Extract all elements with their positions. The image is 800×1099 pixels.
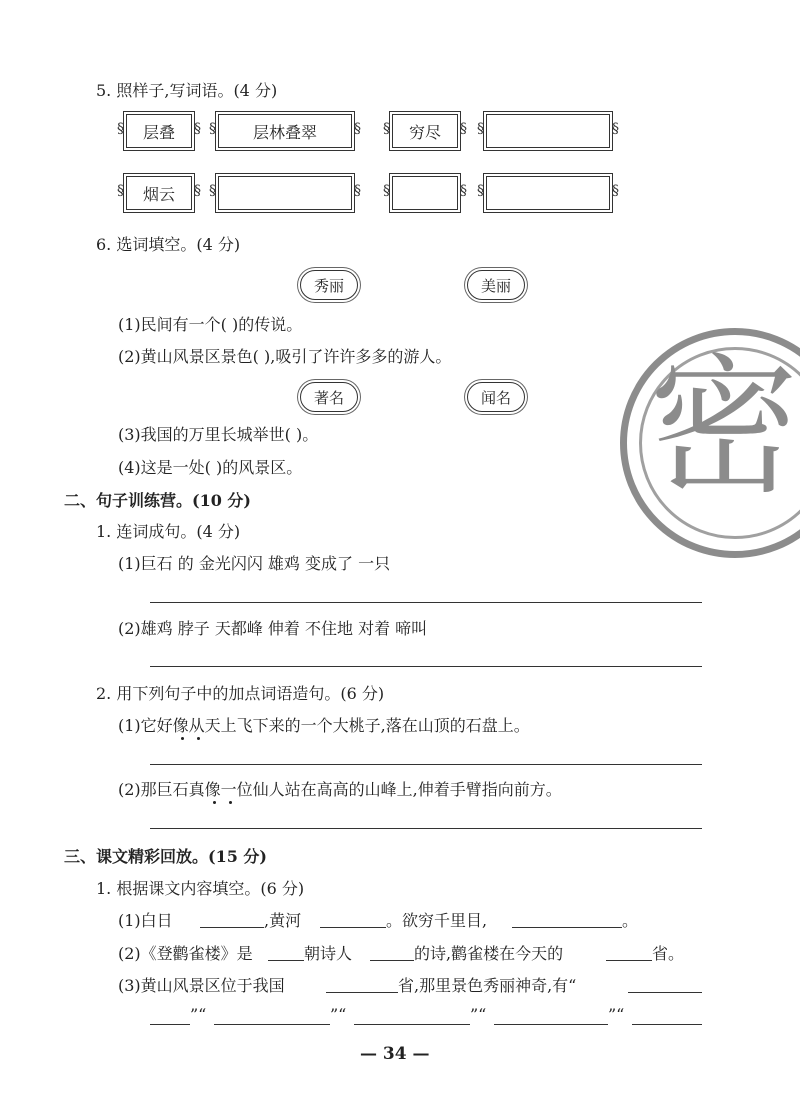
sec2-q1-title: 1. 连词成句。(4 分) <box>96 522 241 541</box>
section-3-title: 三、课文精彩回放。(15 分) <box>64 847 267 866</box>
q6-sentence: (1)民间有一个( )的传说。 <box>118 315 303 334</box>
answer-line[interactable] <box>150 828 702 829</box>
fill-text: ”“ <box>470 1005 487 1024</box>
fill-blank[interactable] <box>628 992 702 993</box>
word-box-blank[interactable] <box>486 114 610 148</box>
word-box-blank[interactable] <box>392 176 458 210</box>
word-box: § 层林叠翠 § <box>218 114 352 148</box>
fill-blank[interactable] <box>214 1024 330 1025</box>
q6-title: 6. 选词填空。(4 分) <box>96 235 241 254</box>
fill-text: (2)《登鹳雀楼》是 <box>118 944 253 963</box>
word-order-sentence: (2)雄鸡 脖子 天都峰 伸着 不住地 对着 啼叫 <box>118 619 428 638</box>
fill-text: ”“ <box>608 1005 625 1024</box>
fill-text: (1)白日 <box>118 911 173 930</box>
word-box: § 烟云 § <box>126 176 192 210</box>
q5-title: 5. 照样子,写词语。(4 分) <box>96 81 278 100</box>
fill-text: 省,那里景色秀丽神奇,有“ <box>398 976 577 995</box>
word-box: § 穷尽 § <box>392 114 458 148</box>
emphasis-dot <box>213 801 216 804</box>
section-2-title: 二、句子训练营。(10 分) <box>64 491 251 510</box>
answer-line[interactable] <box>150 666 702 667</box>
fill-blank[interactable] <box>320 927 386 928</box>
fill-blank[interactable] <box>512 927 622 928</box>
page-number: — 34 — <box>360 1044 430 1064</box>
q6-sentence: (4)这是一处( )的风景区。 <box>118 458 303 477</box>
fill-blank[interactable] <box>354 1024 470 1025</box>
word-box-blank[interactable] <box>486 176 610 210</box>
emphasis-dot <box>197 737 200 740</box>
emphasis-dot <box>229 801 232 804</box>
stamp-character: 密 <box>649 341 800 515</box>
fill-blank[interactable] <box>606 960 652 961</box>
fill-blank[interactable] <box>268 960 304 961</box>
fill-text: 。欲穷千里目, <box>386 911 488 930</box>
fill-blank[interactable] <box>370 960 414 961</box>
emphasis-dot <box>181 737 184 740</box>
fill-blank[interactable] <box>150 1024 190 1025</box>
secret-stamp <box>620 328 800 558</box>
answer-line[interactable] <box>150 602 702 603</box>
dotted-word-sentence: (1)它好像从天上飞下来的一个大桃子,落在山顶的石盘上。 <box>118 716 530 735</box>
fill-text: ”“ <box>330 1005 347 1024</box>
fill-blank[interactable] <box>200 927 264 928</box>
dotted-word-sentence: (2)那巨石真像一位仙人站在高高的山峰上,伸着手臂指向前方。 <box>118 780 562 799</box>
word-cloud: 著名 <box>300 382 358 412</box>
fill-text: ”“ <box>190 1005 207 1024</box>
fill-text: 朝诗人 <box>304 944 353 963</box>
word-cloud: 秀丽 <box>300 270 358 300</box>
q6-sentence: (2)黄山风景区景色( ),吸引了许许多多的游人。 <box>118 347 452 366</box>
fill-text: (3)黄山风景区位于我国 <box>118 976 285 995</box>
answer-line[interactable] <box>150 764 702 765</box>
q6-sentence: (3)我国的万里长城举世( )。 <box>118 425 319 444</box>
sec3-q1-title: 1. 根据课文内容填空。(6 分) <box>96 879 305 898</box>
word-box: § 层叠 § <box>126 114 192 148</box>
fill-blank[interactable] <box>632 1024 702 1025</box>
fill-text: 省。 <box>652 944 685 963</box>
fill-blank[interactable] <box>494 1024 608 1025</box>
word-order-sentence: (1)巨石 的 金光闪闪 雄鸡 变成了 一只 <box>118 554 391 573</box>
fill-text: 的诗,鹳雀楼在今天的 <box>414 944 564 963</box>
word-cloud: 美丽 <box>467 270 525 300</box>
word-cloud: 闻名 <box>467 382 525 412</box>
fill-text: ,黄河 <box>264 911 302 930</box>
sec2-q2-title: 2. 用下列句子中的加点词语造句。(6 分) <box>96 684 385 703</box>
fill-blank[interactable] <box>326 992 398 993</box>
word-box-blank[interactable] <box>218 176 352 210</box>
fill-text: 。 <box>622 911 639 930</box>
